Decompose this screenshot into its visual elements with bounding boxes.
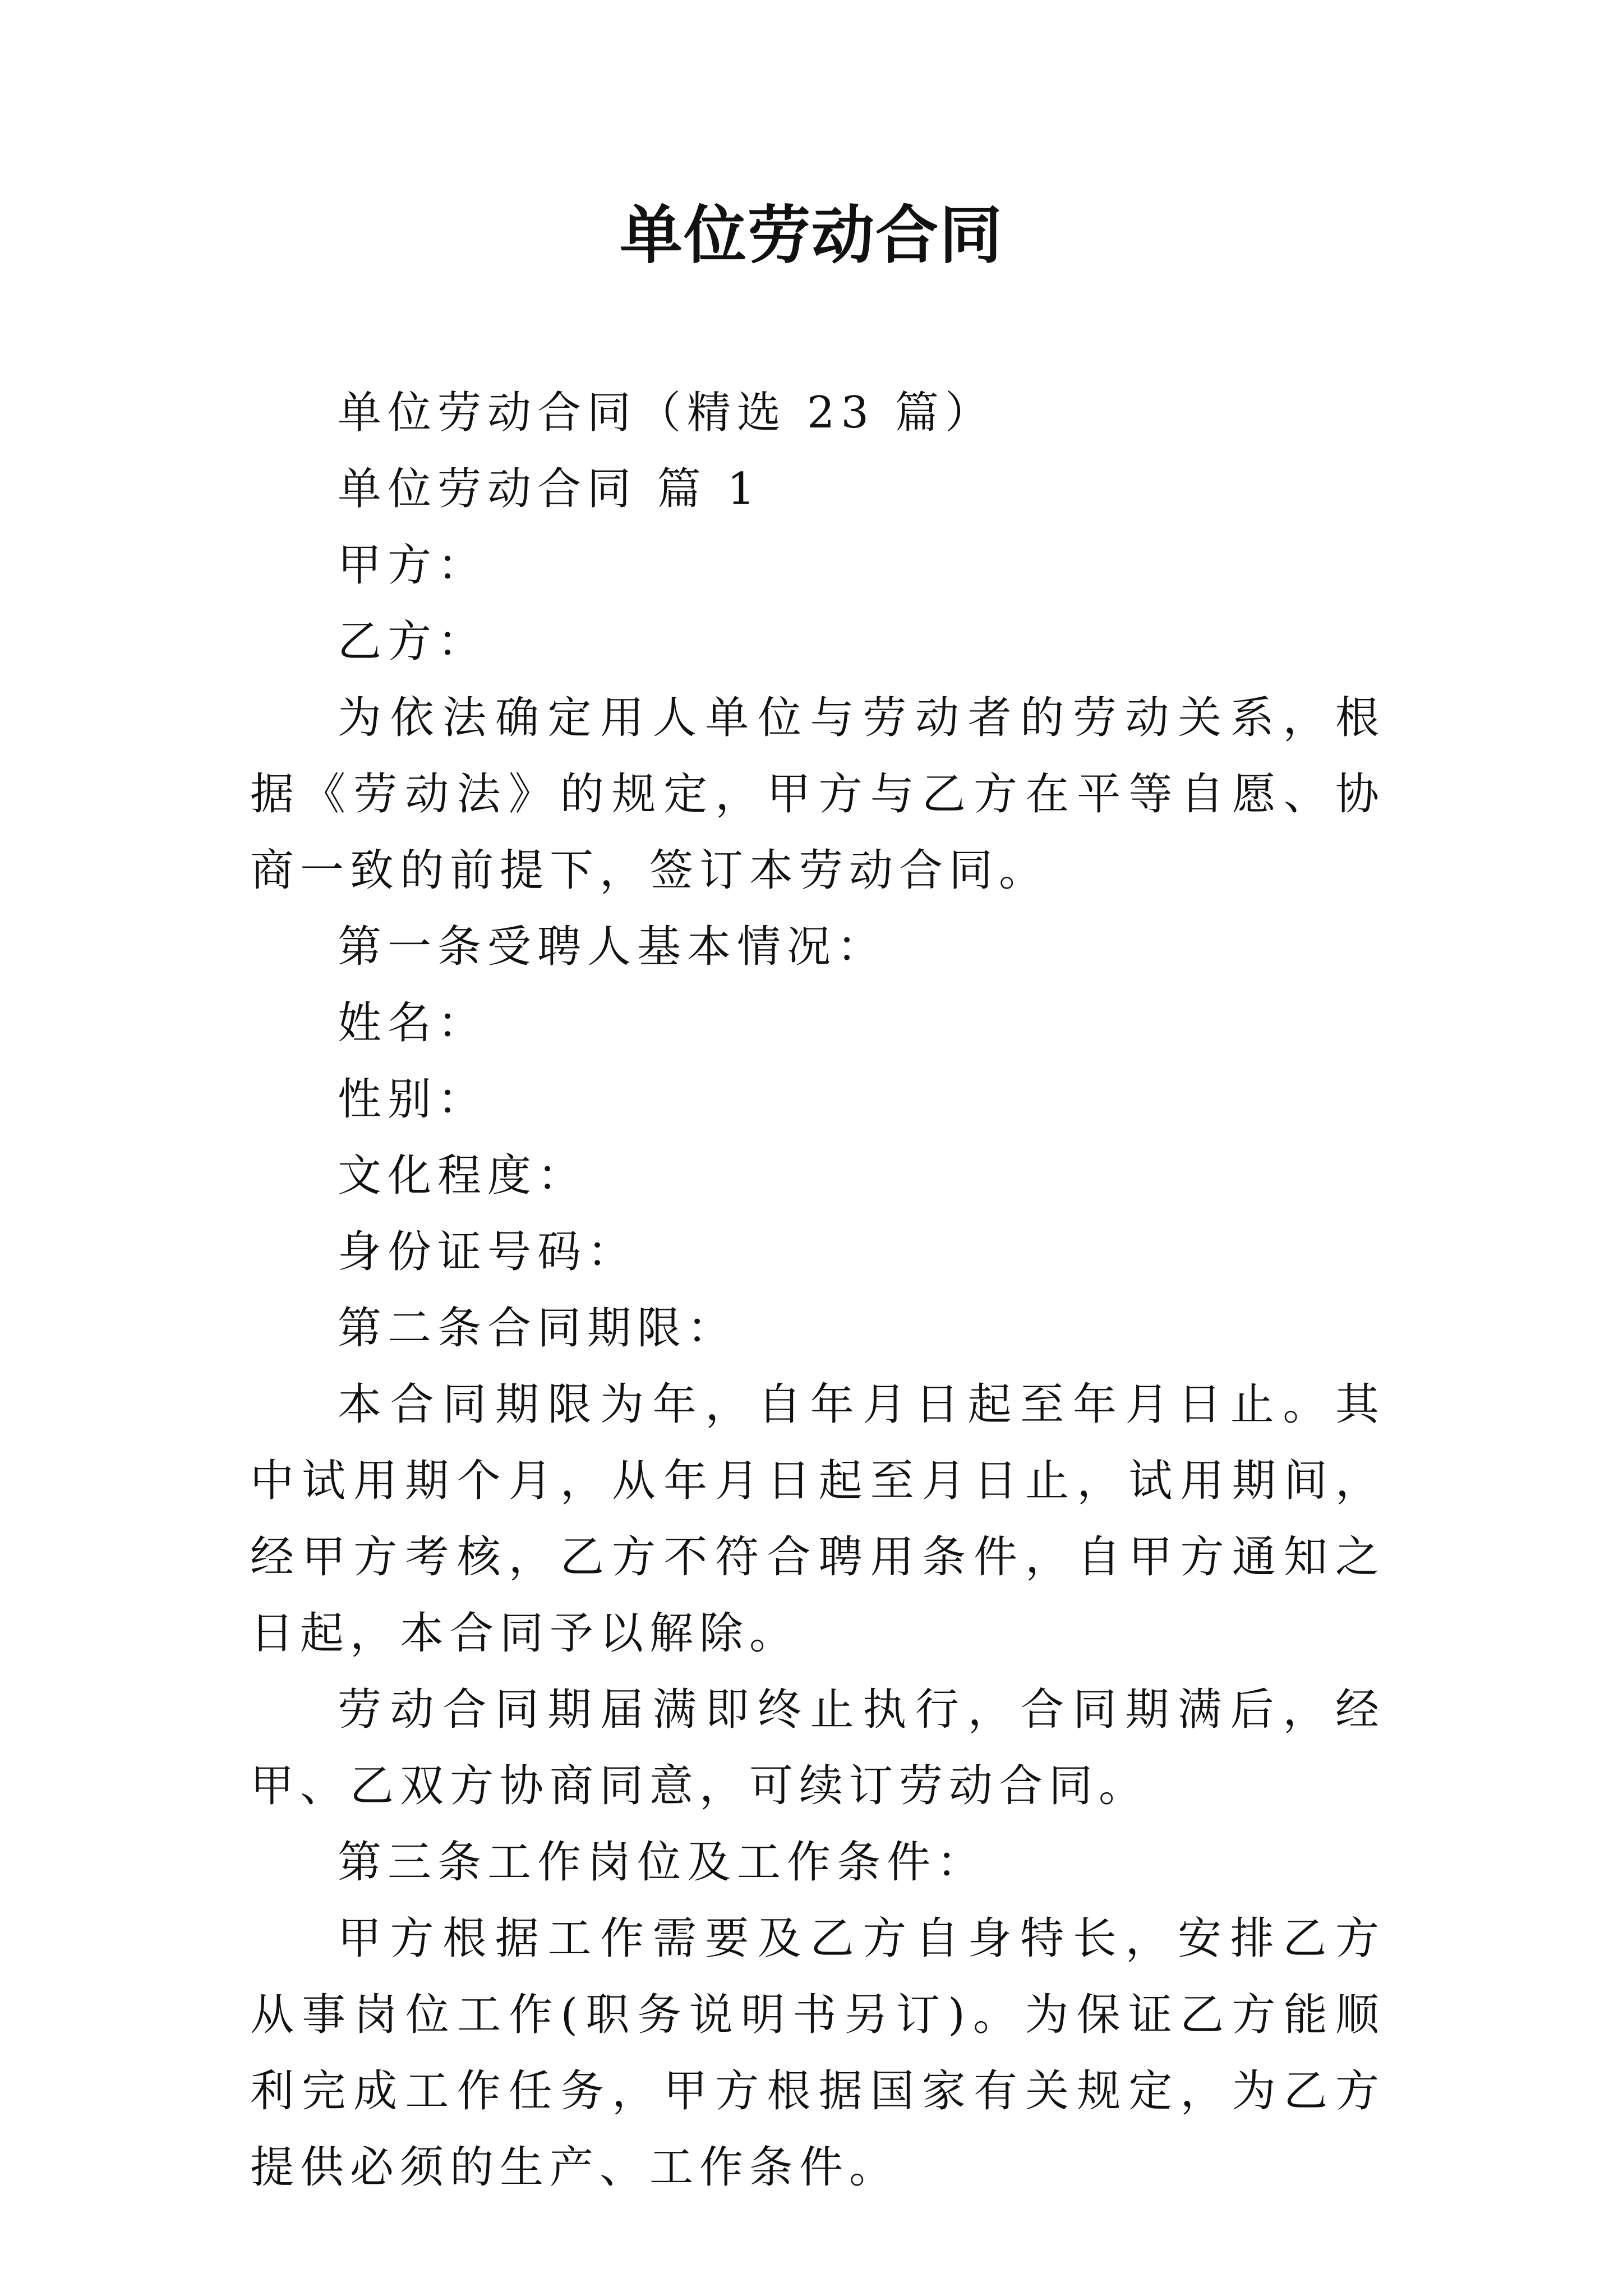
paragraph-subtitle: 单位劳动合同（精选 23 篇） [338,388,995,438]
paragraph-education-field: 文化程度： [338,1151,588,1201]
paragraph-article-2: 第二条合同期限： [338,1303,737,1354]
document-body [250,375,1385,2206]
paragraph-party-a: 甲方： [338,540,488,591]
paragraph-article-1: 第一条受聘人基本情况： [338,922,887,972]
paragraph-party-b: 乙方： [338,616,488,667]
document-title: 单位劳动合同 [620,199,1003,272]
paragraph-article-3: 第三条工作岗位及工作条件： [338,1837,987,1888]
paragraph-preamble: 为依法确定用人单位与劳动者的劳动关系，根据《劳动法》的规定，甲方与乙方在平等自愿、协商一致的前提下，签订本劳动合同。 [250,693,1385,896]
paragraph-contract-term: 本合同期限为年，自年月日起至年月日止。其中试用期个月，从年月日起至月日止，试用期间，经甲方考核，乙方不符合聘用条件，自甲方通知之日起，本合同予以解除。 [250,1379,1385,1659]
paragraph-renewal: 劳动合同期届满即终止执行，合同期满后，经甲、乙双方协商同意，可续订劳动合同。 [250,1685,1385,1811]
paragraph-gender-field: 性别： [338,1074,488,1125]
paragraph-section-heading: 单位劳动合同 篇 1 [338,464,762,514]
paragraph-id-number-field: 身份证号码： [338,1227,638,1277]
paragraph-name-field: 姓名： [338,998,488,1048]
paragraph-work-conditions: 甲方根据工作需要及乙方自身特长，安排乙方从事岗位工作(职务说明书另订)。为保证乙方能顺利完成工作任务，甲方根据国家有关规定，为乙方提供必须的生产、工作条件。 [250,1913,1385,2193]
